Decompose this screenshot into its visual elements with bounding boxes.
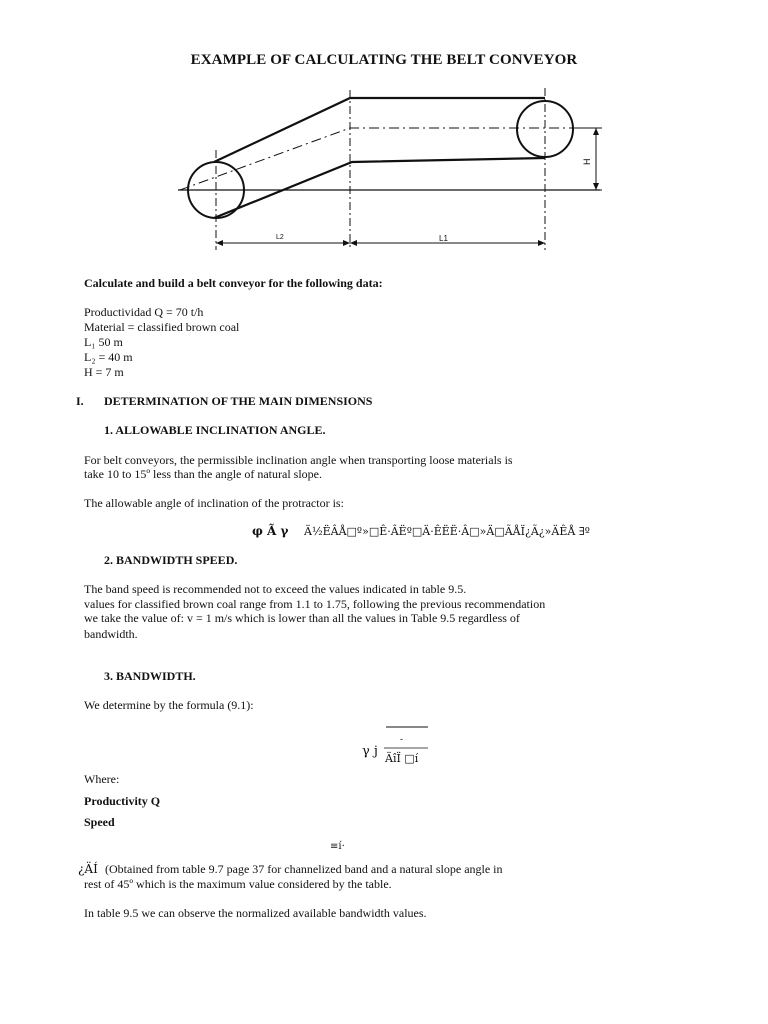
- sub2-line4: bandwidth.: [84, 627, 138, 641]
- section-number: I.: [76, 394, 84, 408]
- bandwidth-formula-denominator: Äî⁡Ï □í: [385, 752, 419, 765]
- belt-bottom: [214, 158, 545, 218]
- sub3-paragraph: We determine by the formula (9.1):: [84, 698, 254, 712]
- coefficient-symbol: ¿ÄÍ: [78, 862, 98, 876]
- last-paragraph: In table 9.5 we can observe the normalized available bandwidth values.: [84, 906, 427, 920]
- sub1-paragraph-line2: take 10 to 15º less than the angle of natural slope.: [84, 467, 322, 481]
- data-productivity: Productividad Q = 70 t/h: [84, 305, 204, 319]
- sub1-paragraph-line1: For belt conveyors, the permissible inclination angle when transporting loose materials is: [84, 453, 513, 467]
- label-l1: L1: [439, 234, 448, 243]
- obtained-line2: rest of 45º which is the maximum value considered by the table.: [84, 877, 392, 891]
- data-material: Material = classified brown coal: [84, 320, 240, 334]
- belt-top: [214, 98, 545, 162]
- data-l2: L₂ = 40 m: [84, 350, 133, 364]
- productivity-label: Productivity Q: [84, 794, 161, 808]
- subsection-2-title: 2. BANDWIDTH SPEED.: [104, 553, 238, 567]
- bandwidth-formula-left: γ j: [362, 744, 378, 759]
- conveyor-diagram: [0, 0, 768, 270]
- sub2-line3: we take the value of: v = 1 m/s which is lower than all the values in Table 9.5 regardless of: [84, 611, 520, 625]
- subsection-3-title: 3. BANDWIDTH.: [104, 669, 196, 683]
- section-title: DETERMINATION OF THE MAIN DIMENSIONS: [104, 394, 373, 408]
- label-h: H: [582, 158, 592, 165]
- obtained-line1: (Obtained from table 9.7 page 37 for channelized band and a natural slope angle in: [105, 862, 503, 876]
- sub1-paragraph2: The allowable angle of inclination of the protractor is:: [84, 496, 344, 510]
- angle-formula-left: φ Ã γ: [252, 524, 289, 538]
- sub2-line2: values for classified brown coal range from 1.1 to 1.75, following the previous recommendation: [84, 597, 546, 611]
- label-l2: L2: [276, 234, 284, 241]
- coefficient-formula: ≡í·: [330, 841, 345, 852]
- intro-text: Calculate and build a belt conveyor for the following data:: [84, 276, 383, 290]
- where-label: Where:: [84, 772, 120, 786]
- subsection-1-title: 1. ALLOWABLE INCLINATION ANGLE.: [104, 423, 326, 437]
- data-l1: L₁ 50 m: [84, 335, 123, 349]
- angle-formula-right: Ä½ËÂÅ□º»□Ê·ÂËº□Ä·ÊËË·Â□»Ä□ÃÅÏ¿Ã¿»ÄÊÅ ∃º: [304, 525, 590, 538]
- formula-radical: [380, 724, 432, 752]
- sub2-line1: The band speed is recommended not to exceed the values indicated in table 9.5.: [84, 582, 467, 596]
- data-h: H = 7 m: [84, 365, 124, 379]
- bandwidth-formula-numerator: -: [400, 735, 404, 745]
- document-title: EXAMPLE OF CALCULATING THE BELT CONVEYOR: [190, 52, 578, 68]
- speed-label: Speed: [84, 815, 115, 829]
